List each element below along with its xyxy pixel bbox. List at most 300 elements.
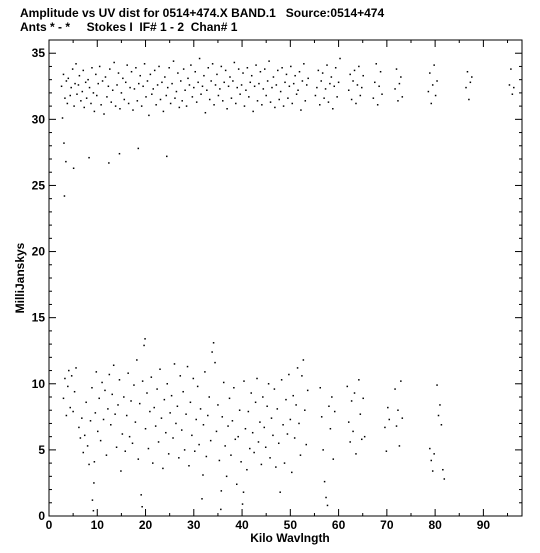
data-point <box>222 100 224 102</box>
data-point <box>161 417 163 419</box>
data-point <box>79 75 81 77</box>
x-tick-label: 40 <box>235 518 249 532</box>
data-point <box>148 115 150 117</box>
data-point <box>138 83 140 85</box>
data-point <box>384 427 386 429</box>
data-point <box>197 82 199 84</box>
data-point <box>232 420 234 422</box>
data-point <box>103 419 105 421</box>
data-point <box>355 103 357 105</box>
data-point <box>302 80 304 82</box>
data-point <box>248 411 250 413</box>
data-point <box>255 64 257 66</box>
data-point <box>303 359 305 361</box>
data-point <box>438 415 440 417</box>
data-point <box>169 412 171 414</box>
data-point <box>98 398 100 400</box>
data-point <box>433 64 435 66</box>
data-point <box>203 424 205 426</box>
data-point <box>67 103 69 105</box>
data-point <box>298 423 300 425</box>
data-point <box>219 88 221 90</box>
data-point <box>200 93 202 95</box>
data-point <box>264 427 266 429</box>
data-point <box>215 84 217 86</box>
data-point <box>83 107 85 109</box>
data-point <box>164 399 166 401</box>
data-point <box>297 89 299 91</box>
data-point <box>231 97 233 99</box>
data-point <box>433 453 435 455</box>
data-point <box>88 464 90 466</box>
data-point <box>221 66 223 68</box>
data-point <box>255 402 257 404</box>
data-point <box>252 432 254 434</box>
data-point <box>148 448 150 450</box>
data-point <box>184 449 186 451</box>
data-point <box>386 450 388 452</box>
data-point <box>358 379 360 381</box>
data-point <box>324 481 326 483</box>
data-point <box>91 67 93 69</box>
data-point <box>221 490 223 492</box>
data-point <box>90 420 92 422</box>
data-point <box>267 80 269 82</box>
data-point <box>471 76 473 78</box>
data-point <box>280 91 282 93</box>
data-point <box>325 88 327 90</box>
data-point <box>352 431 354 433</box>
data-point <box>186 105 188 107</box>
data-point <box>97 431 99 433</box>
data-point <box>94 111 96 113</box>
data-point <box>78 427 80 429</box>
data-point <box>222 416 224 418</box>
x-axis-label: Kilo Wavlngth <box>250 531 330 545</box>
data-point <box>82 91 84 93</box>
data-point <box>274 388 276 390</box>
data-point <box>130 400 132 402</box>
data-point <box>229 398 231 400</box>
data-point <box>431 460 433 462</box>
data-point <box>74 391 76 393</box>
data-point <box>100 104 102 106</box>
data-point <box>228 86 230 88</box>
data-point <box>142 86 144 88</box>
data-point <box>153 407 155 409</box>
data-point <box>512 93 513 95</box>
data-point <box>196 101 198 103</box>
chart-subtitle: Ants * - * Stokes I IF# 1 - 2 Chan# 1 <box>20 20 238 34</box>
data-point <box>304 409 306 411</box>
data-point <box>154 70 156 72</box>
y-axis-ticks <box>32 46 522 523</box>
data-point <box>122 433 124 435</box>
data-point <box>294 437 296 439</box>
data-point <box>266 406 268 408</box>
data-point <box>290 66 292 68</box>
data-point <box>377 104 379 106</box>
data-point <box>287 433 289 435</box>
data-point <box>162 468 164 470</box>
y-tick-label: 35 <box>31 46 45 61</box>
data-point <box>307 78 309 80</box>
data-point <box>432 84 434 86</box>
data-point <box>250 82 252 84</box>
data-point <box>239 409 241 411</box>
data-point <box>87 445 89 447</box>
data-point <box>185 413 187 415</box>
data-point <box>71 375 73 377</box>
data-point <box>245 428 247 430</box>
data-point <box>126 415 128 417</box>
data-point <box>150 74 152 76</box>
data-point <box>143 345 145 347</box>
data-point <box>334 86 336 88</box>
data-point <box>245 89 247 91</box>
data-point <box>357 84 359 86</box>
data-point <box>292 103 294 105</box>
x-tick-label: 20 <box>138 518 153 532</box>
data-point <box>135 421 137 423</box>
data-point <box>132 443 134 445</box>
data-point <box>168 453 170 455</box>
data-point <box>171 395 173 397</box>
data-point <box>301 375 303 377</box>
data-point <box>358 66 360 68</box>
data-point <box>397 100 399 102</box>
data-point <box>254 86 256 88</box>
data-point <box>294 75 296 77</box>
data-point <box>360 413 362 415</box>
data-point <box>225 70 227 72</box>
data-point <box>402 417 404 419</box>
data-point <box>281 379 283 381</box>
data-point <box>272 435 274 437</box>
data-point <box>160 99 162 101</box>
data-point <box>223 382 225 384</box>
data-point <box>173 60 175 62</box>
data-point <box>513 87 515 89</box>
data-point <box>378 86 380 88</box>
data-point <box>164 76 166 78</box>
data-point <box>362 75 364 77</box>
data-point <box>126 64 128 66</box>
data-point <box>124 99 126 101</box>
data-point <box>137 100 139 102</box>
data-point <box>236 87 238 89</box>
data-point <box>249 448 251 450</box>
data-point <box>236 484 238 486</box>
data-point <box>105 76 107 78</box>
data-point <box>223 82 225 84</box>
data-point <box>92 499 94 501</box>
data-point <box>202 86 204 88</box>
data-point <box>64 378 66 380</box>
data-point <box>375 63 377 65</box>
data-point <box>116 446 118 448</box>
data-point <box>348 89 350 91</box>
x-axis-ticks <box>46 40 508 532</box>
data-point <box>429 448 431 450</box>
data-point <box>239 93 241 95</box>
data-point <box>61 86 63 88</box>
data-point <box>151 376 153 378</box>
data-point <box>258 83 260 85</box>
data-point <box>436 80 438 82</box>
data-point <box>397 409 399 411</box>
data-point <box>142 380 144 382</box>
data-point <box>166 156 168 158</box>
x-tick-label: 90 <box>476 518 491 532</box>
data-point <box>364 436 366 438</box>
data-point <box>64 97 66 99</box>
data-point <box>399 445 401 447</box>
data-point <box>97 83 99 85</box>
data-point <box>465 87 467 89</box>
data-point <box>259 421 261 423</box>
data-point <box>306 84 308 86</box>
data-point <box>429 72 431 74</box>
data-point <box>70 87 72 89</box>
data-point <box>122 78 124 80</box>
data-point <box>381 93 383 95</box>
data-point <box>510 68 512 70</box>
x-tick-label: 50 <box>283 518 298 532</box>
data-point <box>138 458 140 460</box>
data-point <box>102 80 104 82</box>
y-tick-label: 25 <box>31 178 45 193</box>
data-point <box>121 92 123 94</box>
data-point <box>156 388 158 390</box>
data-point <box>119 379 121 381</box>
data-point <box>90 103 92 105</box>
data-point <box>331 396 333 398</box>
data-point <box>270 101 272 103</box>
data-point <box>361 439 363 441</box>
x-tick-label: 10 <box>90 518 104 532</box>
data-point <box>72 411 74 413</box>
data-point <box>216 431 218 433</box>
data-point <box>211 351 213 353</box>
data-point <box>93 482 95 484</box>
data-point <box>96 371 98 373</box>
data-point <box>128 103 130 105</box>
data-point <box>275 466 277 468</box>
data-point <box>271 87 273 89</box>
data-point <box>394 388 396 390</box>
chart-title: Amplitude vs UV dist for 0514+474.X BAND.1 Source:0514+474 <box>20 6 385 20</box>
data-point <box>296 93 298 95</box>
data-point <box>189 84 191 86</box>
data-point <box>339 58 341 60</box>
data-point <box>195 419 197 421</box>
data-point <box>338 82 340 84</box>
data-point <box>216 74 218 76</box>
data-point <box>327 505 329 507</box>
data-point <box>146 392 148 394</box>
data-point <box>64 195 66 197</box>
data-point <box>268 383 270 385</box>
data-point <box>78 84 80 86</box>
data-point <box>400 76 402 78</box>
data-point <box>63 142 65 144</box>
data-point <box>161 82 163 84</box>
data-point <box>351 99 353 101</box>
x-tick-label: 30 <box>187 518 201 532</box>
data-point <box>104 390 106 392</box>
data-point <box>85 402 87 404</box>
data-point <box>361 87 363 89</box>
data-point <box>284 462 286 464</box>
data-point <box>192 96 194 98</box>
data-point <box>202 474 204 476</box>
data-point <box>262 396 264 398</box>
data-point <box>153 88 155 90</box>
data-point <box>75 63 77 65</box>
data-point <box>268 60 270 62</box>
data-point <box>288 374 290 376</box>
data-point <box>295 404 297 406</box>
data-point <box>63 74 64 76</box>
data-point <box>209 99 211 101</box>
data-point <box>85 82 87 84</box>
data-point <box>224 445 226 447</box>
data-point <box>174 97 176 99</box>
data-point <box>299 71 301 73</box>
data-point <box>210 80 212 82</box>
data-point <box>177 406 179 408</box>
data-point <box>127 372 129 374</box>
data-point <box>332 108 334 110</box>
data-point <box>81 417 83 419</box>
data-point <box>119 153 121 155</box>
data-point <box>277 408 279 410</box>
data-point <box>276 84 278 86</box>
data-point <box>106 96 108 98</box>
data-point <box>151 93 153 95</box>
data-point <box>116 84 118 86</box>
data-point <box>240 461 242 463</box>
data-point <box>118 72 120 74</box>
data-point <box>289 86 291 88</box>
data-point <box>95 412 97 414</box>
data-point <box>300 109 302 111</box>
data-point <box>112 89 114 91</box>
data-point <box>431 103 433 105</box>
data-point <box>107 408 109 410</box>
data-point <box>167 87 169 89</box>
data-point <box>117 404 119 406</box>
y-tick-label: 15 <box>31 310 45 325</box>
data-point <box>380 71 382 73</box>
data-point <box>155 425 157 427</box>
data-point <box>354 70 356 72</box>
data-point <box>65 161 67 163</box>
data-point <box>179 107 181 109</box>
data-point <box>351 400 353 402</box>
data-point <box>87 79 89 81</box>
data-point <box>174 363 176 365</box>
data-point <box>163 111 165 113</box>
data-point <box>286 74 288 76</box>
data-point <box>103 113 105 115</box>
data-point <box>250 392 252 394</box>
data-point <box>432 470 434 472</box>
data-point <box>108 162 110 164</box>
data-point <box>265 446 267 448</box>
data-point <box>73 168 75 170</box>
data-point <box>293 83 295 85</box>
data-point <box>129 87 131 89</box>
data-point <box>206 456 208 458</box>
data-point <box>187 366 189 368</box>
data-point <box>95 74 97 76</box>
data-point <box>374 82 376 84</box>
data-point <box>109 374 111 376</box>
data-point <box>237 436 239 438</box>
x-tick-label: 70 <box>380 518 394 532</box>
data-point <box>320 387 322 389</box>
data-point <box>212 63 214 65</box>
data-point <box>287 97 289 99</box>
y-tick-label: 10 <box>31 376 45 391</box>
data-point <box>197 386 199 388</box>
data-point <box>63 398 64 400</box>
data-point <box>159 368 161 370</box>
data-point <box>400 380 402 382</box>
data-point <box>141 105 143 107</box>
data-point <box>207 415 209 417</box>
data-point <box>330 428 332 430</box>
data-point <box>205 112 207 114</box>
data-point <box>86 97 88 99</box>
data-point <box>399 83 401 85</box>
data-point <box>273 76 275 78</box>
data-point <box>74 83 76 85</box>
y-tick-label: 0 <box>38 509 45 523</box>
data-point <box>278 443 280 445</box>
data-point <box>244 105 246 107</box>
data-point <box>141 506 143 508</box>
data-point <box>283 105 285 107</box>
data-point <box>75 367 77 369</box>
data-point <box>336 96 338 98</box>
data-point <box>444 478 446 480</box>
data-point <box>68 78 70 80</box>
data-point <box>241 84 243 86</box>
data-point <box>80 437 82 439</box>
data-point <box>282 424 284 426</box>
y-tick-label: 30 <box>31 112 45 127</box>
data-point <box>106 454 108 456</box>
data-point <box>190 64 192 66</box>
data-point <box>166 95 168 97</box>
data-point <box>226 108 228 110</box>
data-point <box>93 92 95 94</box>
data-point <box>227 425 229 427</box>
data-point <box>206 89 208 91</box>
data-point <box>213 104 215 106</box>
data-point <box>119 108 121 110</box>
data-point <box>347 386 349 388</box>
data-point <box>89 87 91 89</box>
data-point <box>284 82 286 84</box>
data-point <box>193 87 195 89</box>
data-point <box>190 402 192 404</box>
data-point <box>210 440 212 442</box>
data-point <box>198 444 200 446</box>
